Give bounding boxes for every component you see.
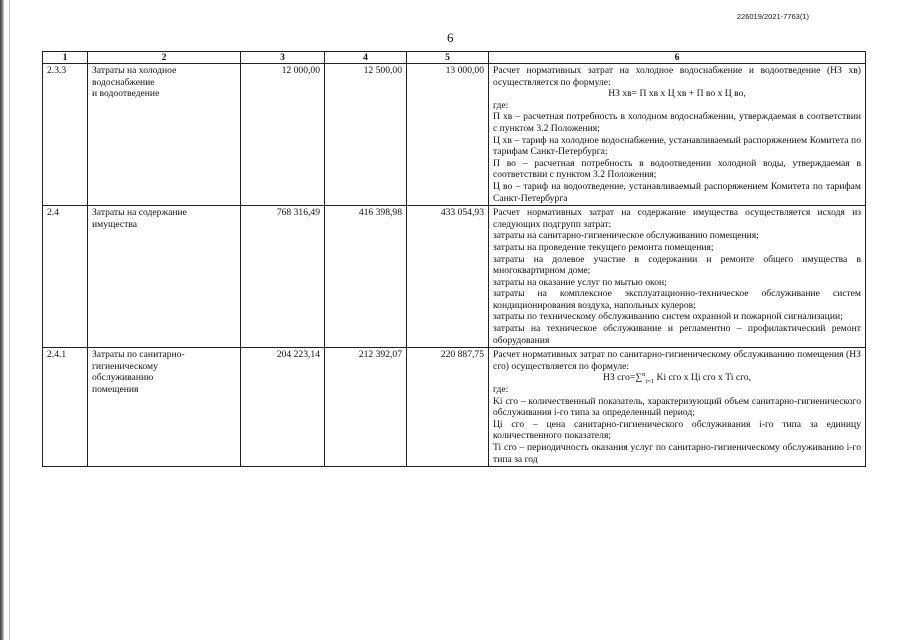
- document-id: 226019/2021-7763(1): [736, 12, 809, 21]
- description-line: Расчет нормативных затрат на содержание имущества осуществляется исходя из следующих подгрупп затрат:: [493, 207, 861, 230]
- sum-lower-limit: i=1: [645, 378, 655, 386]
- description-line: П во – расчетная потребность в водоотведении холодной воды, утверждаемая в соответствии с пунктом 3.2 Положения;: [493, 157, 861, 181]
- description-line: затраты на санитарно-гигиеническое обслуживанию помещения;: [493, 230, 759, 242]
- value-col3: 12 000,00: [241, 64, 325, 206]
- table-row: [43, 348, 866, 467]
- description-line: затраты по техническому обслуживанию систем охранной и пожарной сигнализации;: [493, 311, 843, 323]
- row-name-line: водоснабжение: [92, 76, 155, 88]
- value-col5: 13 000,00: [407, 64, 489, 206]
- description-line: Ц во – тариф на водоотведение, устанавливаемый распоряжением Комитета по тарифам Санкт-Петербурга: [493, 180, 861, 204]
- column-header: 6: [489, 52, 866, 64]
- table-row: [43, 206, 866, 348]
- row-name: [88, 348, 241, 467]
- row-name-line: Затраты на содержание: [92, 207, 187, 219]
- value-col5: 220 887,75: [407, 348, 489, 467]
- sum-symbol: ∑: [635, 372, 643, 384]
- description-line: затраты на техническое обслуживание и регламентно – профилактический ремонт оборудования: [493, 323, 861, 346]
- table-row: [43, 64, 866, 206]
- page-number: 6: [447, 30, 454, 45]
- budget-table: [42, 51, 866, 467]
- formula: НЗ хв= П хв х Ц хв + П во х Ц во,: [608, 88, 746, 100]
- description-line: Расчет нормативных затрат по санитарно-гигиеническому обслуживанию помещения (НЗ сго) осуществляется по формуле:: [493, 349, 861, 372]
- scan-edge: [0, 0, 4, 640]
- scan-edge-line: [9, 0, 10, 640]
- formula-rhs: Ki сго х Цi сго х Ti сго,: [654, 372, 751, 384]
- description-line: затраты на проведение текущего ремонта помещения;: [493, 241, 714, 253]
- sum-upper-limit: n: [642, 371, 646, 379]
- row-name-line: Затраты на холодное: [92, 65, 177, 76]
- column-header: 5: [407, 52, 489, 64]
- row-description: [489, 64, 866, 206]
- description-line: П хв – расчетная потребность в холодном водоснабжении, утверждаемая в соответствии с пунктом 3.2 Положения;: [493, 111, 861, 134]
- description-line: Расчет нормативных затрат на холодное водоснабжение и водоотведение (НЗ хв) осуществляется по формуле:: [493, 65, 861, 88]
- description-line: где:: [493, 99, 509, 111]
- description-line: затраты на долевое участие в содержании и ремонте общего имущества в многоквартирном доме;: [493, 253, 861, 277]
- row-name-line: имущества: [92, 218, 137, 230]
- description-line: где:: [493, 384, 509, 396]
- formula-lhs: НЗ сго=: [603, 372, 636, 384]
- column-header: 4: [325, 52, 407, 64]
- description-line: затраты на оказание услуг по мытью окон;: [493, 276, 667, 288]
- value-col4: 212 392,07: [325, 348, 407, 467]
- row-name-line: гигиеническому: [92, 360, 158, 372]
- description-line: Ц хв – тариф на холодное водоснабжение, устанавливаемый распоряжением Комитета по тарифам Санкт-Петербурга;: [493, 134, 861, 158]
- row-name: [88, 206, 241, 348]
- formula: [493, 372, 861, 384]
- value-col4: 12 500,00: [325, 64, 407, 206]
- row-description: [489, 348, 866, 467]
- column-header: 3: [241, 52, 325, 64]
- column-header: 2: [88, 52, 241, 64]
- column-header: 1: [43, 52, 88, 64]
- row-description: [489, 206, 866, 348]
- row-name-line: обслуживанию: [92, 372, 154, 384]
- description-line: Цi сго – цена санитарно-гигиенического обслуживания i-го типа за единицу количественного показателя;: [493, 418, 861, 442]
- row-name-line: помещения: [92, 384, 139, 396]
- value-col3: 204 223,14: [241, 348, 325, 467]
- description-line: Ki сго – количественный показатель, характеризующий объем санитарно-гигиенического обслуживания i-го типа за определенный период;: [493, 395, 861, 419]
- value-col4: 416 398,98: [325, 206, 407, 348]
- description-line: Ti сго – периодичность оказания услуг по санитарно-гигиеническому обслуживанию i-го типа за год: [493, 442, 861, 465]
- row-name: [88, 64, 241, 206]
- row-name-line: и водоотведение: [92, 88, 160, 100]
- row-name-line: Затраты по санитарно-: [92, 349, 185, 361]
- value-col5: 433 054,93: [407, 206, 489, 348]
- description-line: затраты на комплексное эксплуатационно-техническое обслуживание систем кондиционирования воздуха, напольных кулеров;: [493, 288, 861, 311]
- value-col3: 768 316,49: [241, 206, 325, 348]
- row-code: 2.3.3: [43, 64, 88, 206]
- table-header-row: [43, 52, 866, 64]
- row-code: 2.4.1: [43, 348, 88, 467]
- row-code: 2.4: [43, 206, 88, 348]
